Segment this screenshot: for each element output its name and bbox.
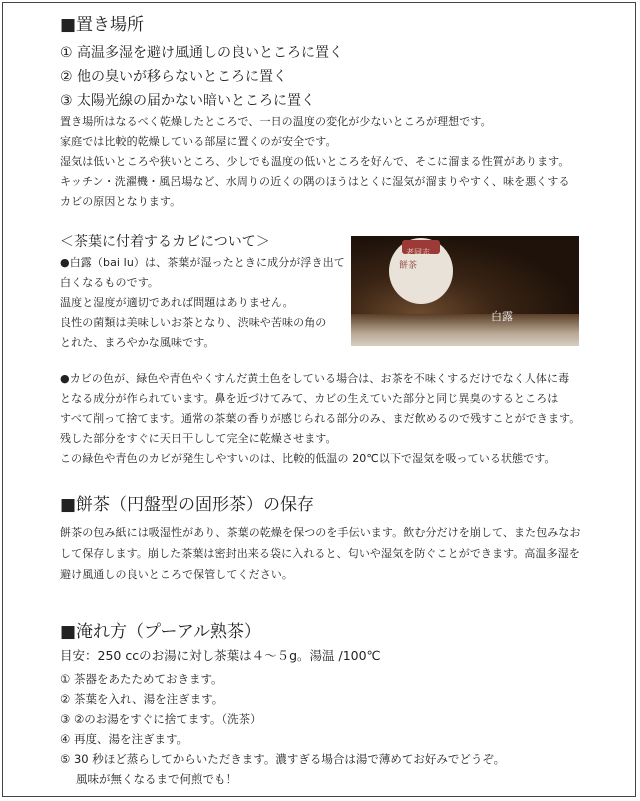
section-title-brewing: ■淹れ方（プーアル熟茶） [60,622,262,642]
bailu-line: とれた、まろやかな風味です。 [60,336,215,349]
section-title-bingcha-storage: ■餅茶（円盤型の固形茶）の保存 [60,495,315,515]
section-title-mold: ＜茶葉に付着するカビについて＞ [60,234,270,250]
brewing-step: ① 茶器をあたためておきます。 [60,672,223,686]
storage-item-1: ① 高温多湿を避け風通しの良いところに置く [60,45,343,61]
photo-paper-text: 餅茶 [399,261,418,271]
wrapper-edge [351,314,579,346]
bingcha-line: して保存します。崩した茶葉は密封出来る袋に入れると、匂いや湿気を防ぐことができます。高温多湿を [60,547,580,560]
mold-line: となる成分が作られています。鼻を近づけてみて、カビの生えていた部分と同じ異臭のするところは [60,392,559,405]
photo-label-bailu: 白露 [491,310,513,323]
storage-body-line: カビの原因となります。 [60,195,182,208]
brewing-step: ② 茶葉を入れ、湯を注ぎます。 [60,692,224,706]
brewing-step: ③ ②のお湯をすぐに捨てます。（洗茶） [60,712,262,726]
bingcha-line: 餅茶の包み紙には吸湿性があり、茶葉の乾燥を保つのを手伝います。飲む分だけを崩して、また包みなお [60,526,581,539]
bingcha-line: 避け風通しの良いところで保管してください。 [60,568,293,581]
mold-line: すべて削って捨てます。通常の茶葉の香りが感じられる部分のみ、まだ飲めるので残すことができます。 [60,412,581,425]
bailu-line: 温度と湿度が適切であれば問題はありません。 [60,296,294,309]
brewing-step: ④ 再度、湯を注ぎます。 [60,732,189,746]
mold-line: ●カビの色が、緑色や青色やくすんだ黄土色をしている場合は、お茶を不味くするだけでなく人体に毒 [60,372,570,385]
bailu-line: ●白露（bai lu）は、茶葉が湿ったときに成分が浮き出て [60,256,345,269]
brewing-note: 風味が無くなるまで何煎でも！ [76,772,237,786]
section-title-storage-place: ■置き場所 [60,15,145,35]
brewing-step: ⑤ 30 秒ほど蒸らしてからいただきます。濃すぎる場合は湯で薄めてお好みでどうぞ。 [60,752,506,766]
bailu-tea-photo [351,236,579,346]
storage-item-2: ② 他の臭いが移らないところに置く [60,69,288,85]
bailu-line: 白くなるものです。 [60,276,160,289]
storage-body-line: 湿気は低いところや狭いところ、少しでも温度の低いところを好んで、そこに溜まる性質があります。 [60,155,570,168]
storage-body-line: キッチン・洗濯機・風呂場など、水周りの近くの隅のほうはとくに湿気が溜まりやすく、味を悪くする [60,175,570,188]
mold-line: 残した部分をすぐに天日干しして完全に乾燥させます。 [60,432,337,445]
bailu-line: 良性の菌類は美味しいお茶となり、渋味や苦味の角の [60,316,327,329]
seal-stamp: 老同志 [402,240,440,254]
storage-body-line: 置き場所はなるべく乾燥したところで、一日の温度の変化が少ないところが理想です。 [60,115,492,128]
brewing-guide: 目安：250 ccのお湯に対し茶葉は４～５g。湯温 /100℃ [60,648,381,663]
storage-item-3: ③ 太陽光線の届かない暗いところに置く [60,93,315,109]
mold-line: この緑色や青色のカビが発生しやすいのは、比較的低温の 20℃以下で湿気を吸っている状態です。 [60,452,556,465]
storage-body-line: 家庭では比較的乾燥している部屋に置くのが安全です。 [60,135,337,148]
